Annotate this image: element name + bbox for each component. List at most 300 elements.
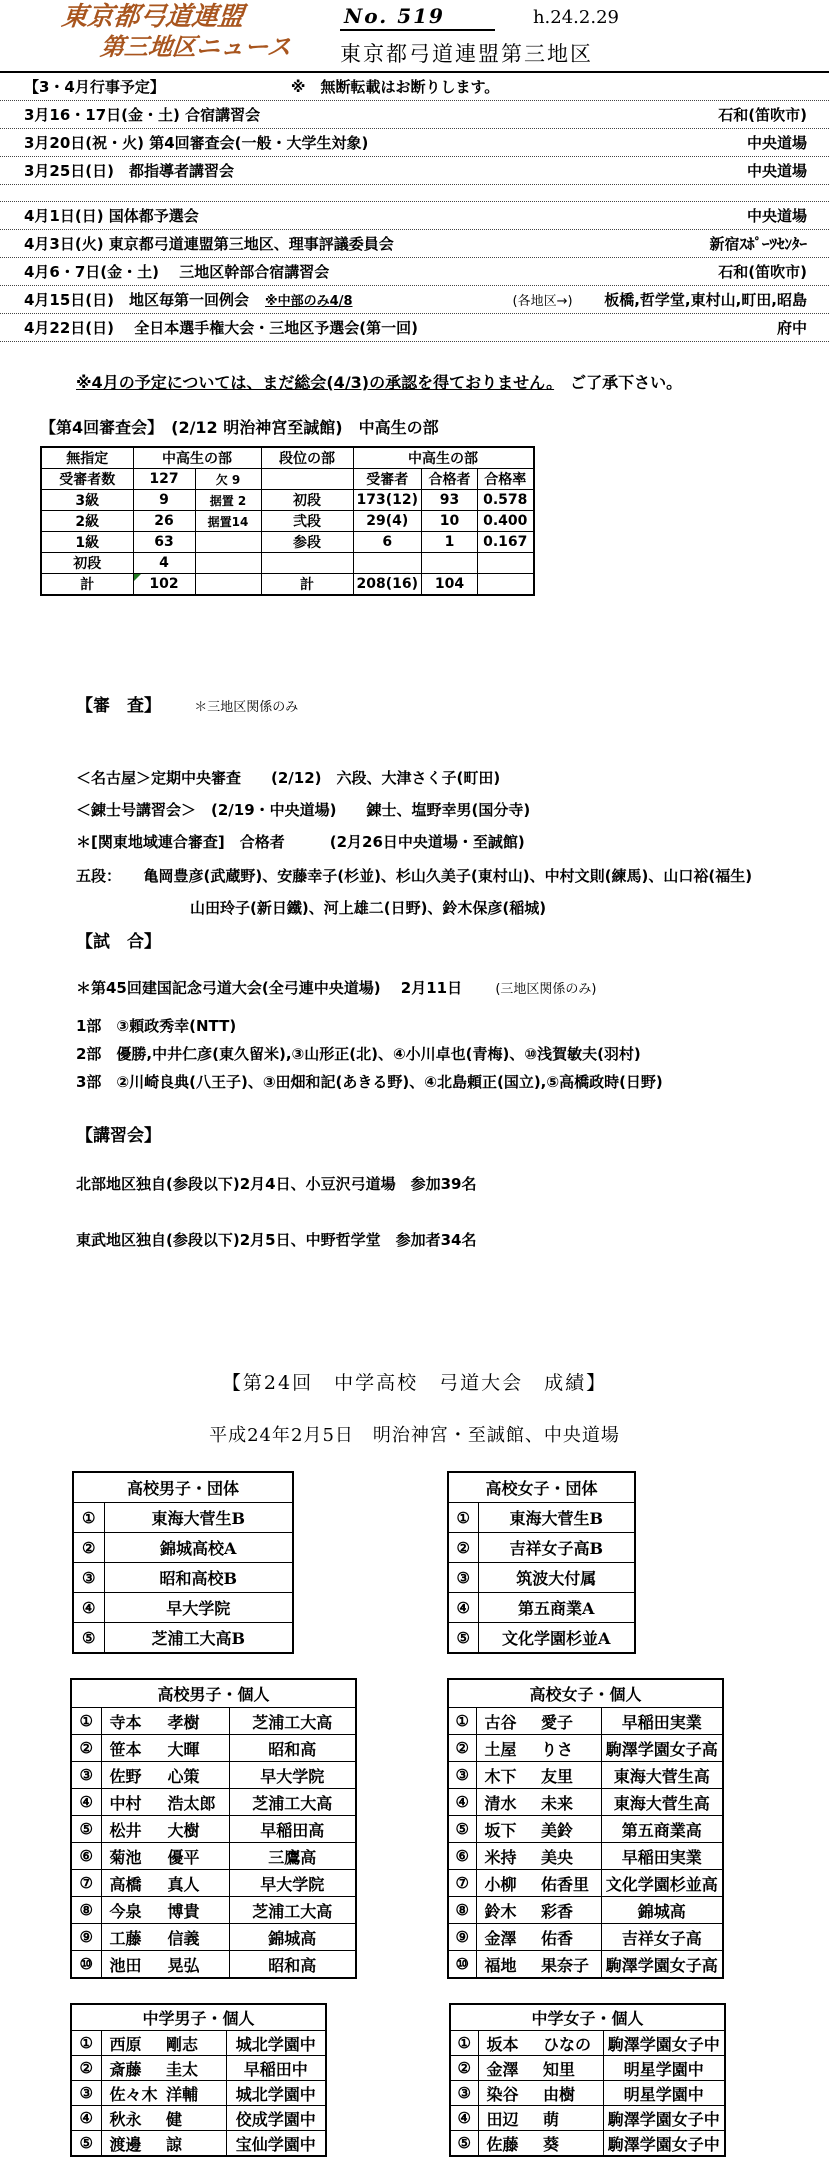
school: 早稲田高	[229, 1816, 356, 1843]
schedule-date-event: 3月20日(祝・火) 第4回審査会(一般・大学生対象)	[24, 134, 369, 152]
surname: 笹本	[109, 1739, 142, 1759]
surname: 工藤	[109, 1928, 142, 1948]
athlete-name	[101, 1843, 229, 1870]
given-name: 洋輔	[165, 2084, 198, 2104]
given-name: 美央	[540, 1847, 573, 1867]
surname: 木下	[484, 1766, 517, 1786]
given-name: 由樹	[542, 2084, 575, 2104]
athlete-name	[101, 1897, 229, 1924]
hs-girls-individual-table	[447, 1678, 724, 1979]
issue-row	[340, 4, 619, 31]
april-approval-note	[76, 370, 829, 393]
dan-passed: 10	[422, 511, 478, 532]
school: 文化学園杉並A	[478, 1623, 635, 1654]
athlete-name	[476, 1708, 601, 1735]
schedule-section	[0, 71, 829, 342]
athlete-name	[101, 1816, 229, 1843]
rank: ⑥	[448, 1843, 476, 1870]
individual-row	[448, 1924, 723, 1951]
no-reprint-notice: ※ 無断転載はお断りします。	[290, 78, 500, 96]
hs-individual-tables-row	[0, 1678, 829, 1979]
table-title: 高校女子・団体	[448, 1472, 635, 1503]
grade: 3級	[41, 490, 133, 511]
dan-rate: 0.400	[478, 511, 534, 532]
rank: ⑤	[71, 1816, 101, 1843]
grade-note	[195, 553, 261, 574]
given-name: ひなの	[542, 2034, 591, 2054]
sub-jushinshasu: 受審者数	[41, 469, 133, 490]
individual-row	[71, 2031, 326, 2056]
exam-section-heading: 【第4回審査会】 (2/12 明治神宮至誠館) 中高生の部	[40, 418, 439, 437]
dan-rate: 0.167	[478, 532, 534, 553]
nagoya-exam-line: ＜名古屋＞定期中央審査 (2/12) 六段、大津さく子(町田)	[76, 769, 501, 787]
rank: ⑧	[71, 1897, 101, 1924]
exam-header-row	[41, 447, 534, 469]
individual-row	[448, 1735, 723, 1762]
surname: 松井	[109, 1820, 142, 1840]
total-count	[133, 574, 195, 596]
schedule-place: 中央道場	[746, 134, 807, 152]
total-label: 計	[41, 574, 133, 596]
team-row	[73, 1533, 293, 1563]
schedule-date-event: 4月3日(火) 東京都弓道連盟第三地区、理事評議委員会	[24, 235, 394, 253]
school: 早大学院	[229, 1762, 356, 1789]
schedule-date-event: 4月22日(日) 全日本選手権大会・三地区予選会(第一回)	[24, 319, 418, 337]
division2-results: 2部 優勝,中井仁彦(東久留米),③山形正(北)、④小川卓也(青梅)、⑩浅賀敏夫(羽村)	[76, 1045, 641, 1063]
given-name: 大樹	[167, 1820, 200, 1840]
individual-row	[71, 2056, 326, 2081]
masthead-right	[340, 3, 619, 68]
exam-data-row	[41, 532, 534, 553]
individual-row	[71, 1870, 356, 1897]
shiai-heading: 【試 合】	[76, 932, 161, 952]
given-name: 博貴	[167, 1901, 200, 1921]
schedule-place: 石和(笛吹市)	[718, 106, 807, 124]
jhs-boys-individual-table	[70, 2003, 327, 2157]
given-name: 諒	[165, 2134, 182, 2154]
school: 早稲田実業	[601, 1843, 723, 1870]
exam-data-row	[41, 511, 534, 532]
given-name: 圭太	[165, 2059, 198, 2079]
surname: 佐々木	[109, 2084, 158, 2104]
surname: 清水	[484, 1793, 517, 1813]
exam-results-table	[40, 446, 535, 596]
tournament-title: 【第24回 中学高校 弓道大会 成績】	[221, 1372, 608, 1394]
rank: ①	[448, 1503, 478, 1533]
surname: 菊池	[109, 1847, 142, 1867]
athlete-name	[101, 2106, 226, 2131]
rank: ⑦	[448, 1870, 476, 1897]
given-name: りさ	[540, 1739, 573, 1759]
surname: 中村	[109, 1793, 142, 1813]
table-title: 高校男子・個人	[71, 1679, 356, 1708]
schedule-heading-row	[0, 73, 829, 101]
newsletter-title-line1: 東京都弓道連盟	[59, 2, 246, 32]
rank: ③	[450, 2081, 478, 2106]
individual-row	[448, 1708, 723, 1735]
school: 駒澤学園女子高	[601, 1735, 723, 1762]
sub-empty	[261, 469, 353, 490]
grade: 2級	[41, 511, 133, 532]
athlete-name	[476, 1870, 601, 1897]
rank: ⑦	[71, 1870, 101, 1897]
rank: ①	[73, 1503, 104, 1533]
individual-row	[71, 1735, 356, 1762]
individual-row	[71, 1789, 356, 1816]
newsletter-title	[57, 3, 343, 60]
schedule-rows	[0, 101, 829, 342]
school: 芝浦工大高	[229, 1897, 356, 1924]
kanto-exam-line: ＊[関東地域連合審査] 合格者 (2月26日中央道場・至誠館)	[76, 833, 525, 851]
shinsa-heading-line	[76, 696, 829, 718]
rank: ④	[448, 1789, 476, 1816]
surname: 今泉	[109, 1901, 142, 1921]
athlete-name	[101, 1951, 229, 1979]
schedule-place: 中央道場	[746, 207, 807, 225]
rank: ②	[71, 1735, 101, 1762]
school: 早大学院	[229, 1870, 356, 1897]
individual-row	[71, 2131, 326, 2157]
dan-applicants: 6	[353, 532, 422, 553]
rank: ⑩	[71, 1951, 101, 1979]
rank: ③	[448, 1563, 478, 1593]
school: 筑波大付属	[478, 1563, 635, 1593]
schedule-heading: 【3・4月行事予定】	[24, 78, 165, 96]
individual-row	[71, 1762, 356, 1789]
april-note-underlined: ※4月の予定については、まだ総会(4/3)の承認を得ておりません。	[76, 373, 555, 392]
surname: 米持	[484, 1847, 517, 1867]
hokubu-course-line: 北部地区独自(参段以下)2月4日、小豆沢弓道場 参加39名	[76, 1175, 477, 1193]
col-chukosei-1: 中高生の部	[133, 447, 261, 469]
surname: 池田	[109, 1955, 142, 1975]
sub-jushinsha: 受審者	[353, 469, 422, 490]
rank: ⑨	[448, 1924, 476, 1951]
total-count-value: 102	[149, 576, 179, 592]
rank: ⑤	[450, 2131, 478, 2157]
exam-subheader-row	[41, 469, 534, 490]
rank: ①	[71, 2031, 101, 2056]
schedule-place: 新宿ｽﾎﾟｰﾂｾﾝﾀｰ	[709, 235, 807, 253]
individual-row	[71, 2081, 326, 2106]
team-row	[448, 1503, 635, 1533]
dan	[261, 553, 353, 574]
individual-row	[450, 2081, 725, 2106]
school: 佼成学園中	[226, 2106, 326, 2131]
given-name: 心策	[167, 1766, 200, 1786]
dan-passed	[422, 553, 478, 574]
sub-gokakusha: 合格者	[422, 469, 478, 490]
dan: 弐段	[261, 511, 353, 532]
schedule-row	[0, 202, 829, 230]
surname: 渡邊	[109, 2134, 142, 2154]
school: 第五商業A	[478, 1593, 635, 1623]
athlete-name	[101, 1762, 229, 1789]
athlete-name	[476, 1789, 601, 1816]
athlete-name	[101, 2031, 226, 2056]
shinsa-note: ＊三地区関係のみ	[194, 700, 299, 715]
dan: 参段	[261, 532, 353, 553]
division1-results: 1部 ③頼政秀幸(NTT)	[76, 1017, 237, 1035]
athlete-name	[101, 1735, 229, 1762]
individual-row	[450, 2106, 725, 2131]
issue-date: h.24.2.29	[532, 7, 619, 28]
team-row	[73, 1503, 293, 1533]
schedule-row	[0, 258, 829, 286]
athlete-name	[476, 1843, 601, 1870]
schedule-row	[0, 314, 829, 342]
schedule-date-event: 3月16・17日(金・土) 合宿講習会	[24, 106, 261, 124]
school: 駒澤学園女子高	[601, 1951, 723, 1979]
newsletter-title-line2: 第三地区ニュース	[98, 31, 293, 61]
school: 早稲田実業	[601, 1708, 723, 1735]
rank: ①	[71, 1708, 101, 1735]
surname: 佐藤	[486, 2134, 519, 2154]
athlete-name	[101, 1789, 229, 1816]
schedule-date-event: 4月6・7日(金・土) 三地区幹部合宿講習会	[24, 263, 330, 281]
schedule-row	[0, 230, 829, 258]
school: 駒澤学園女子中	[603, 2131, 725, 2157]
school: 駒澤学園女子中	[603, 2106, 725, 2131]
grade-count: 26	[133, 511, 195, 532]
surname: 高橋	[109, 1874, 142, 1894]
rank: ⑨	[71, 1924, 101, 1951]
exam-data-row	[41, 553, 534, 574]
schedule-date-event: 3月25日(日) 都指導者講習会	[24, 162, 235, 180]
school: 明星学園中	[603, 2056, 725, 2081]
sub-gokakuritsu: 合格率	[478, 469, 534, 490]
masthead	[0, 0, 829, 65]
school: 昭和高	[229, 1951, 356, 1979]
dan: 初段	[261, 490, 353, 511]
grade-note: 据置 2	[195, 490, 261, 511]
rank: ④	[448, 1593, 478, 1623]
jhs-girls-individual-table	[449, 2003, 726, 2157]
given-name: 優平	[167, 1847, 200, 1867]
schedule-date-event: 4月1日(日) 国体都予選会	[24, 207, 199, 225]
grade-note: 据置14	[195, 511, 261, 532]
given-name: 葵	[542, 2134, 559, 2154]
school: 東海大菅生B	[104, 1503, 293, 1533]
rank: ⑤	[448, 1816, 476, 1843]
kenkoku-taikai-text: ＊第45回建国記念弓道大会(全弓連中央道場) 2月11日	[76, 979, 463, 997]
school: 芝浦工大高	[229, 1789, 356, 1816]
given-name: 健	[165, 2109, 182, 2129]
shinsa-heading: 【審 査】	[76, 696, 161, 716]
school: 早稲田中	[226, 2056, 326, 2081]
schedule-place: 石和(笛吹市)	[718, 263, 807, 281]
rank: ⑥	[71, 1843, 101, 1870]
rank: ④	[450, 2106, 478, 2131]
athlete-name	[476, 1951, 601, 1979]
school: 駒澤学園女子中	[603, 2031, 725, 2056]
total-passed: 104	[422, 574, 478, 596]
school: 第五商業高	[601, 1816, 723, 1843]
schedule-row	[0, 129, 829, 157]
team-row	[448, 1593, 635, 1623]
koshukai-heading: 【講習会】	[76, 1126, 161, 1146]
given-name: 萌	[542, 2109, 559, 2129]
individual-row	[448, 1816, 723, 1843]
athlete-name	[101, 1924, 229, 1951]
surname: 佐野	[109, 1766, 142, 1786]
surname: 染谷	[486, 2084, 519, 2104]
rank: ④	[71, 1789, 101, 1816]
godan-passers-line1: 五段： 亀岡豊彦(武蔵野)、安藤幸子(杉並)、杉山久美子(東村山)、中村文則(練馬)、山口裕(福生)	[76, 867, 753, 885]
school: 城北学園中	[226, 2081, 326, 2106]
given-name: 大暉	[167, 1739, 200, 1759]
schedule-row	[0, 286, 829, 314]
dan-applicants	[353, 553, 422, 574]
shiai-heading-line	[76, 932, 829, 952]
team-row	[448, 1533, 635, 1563]
table-title: 高校男子・団体	[73, 1472, 293, 1503]
surname: 寺本	[109, 1712, 142, 1732]
hs-boys-team-table	[72, 1471, 294, 1654]
individual-row	[448, 1843, 723, 1870]
schedule-row	[0, 185, 829, 202]
total-dan-label: 計	[261, 574, 353, 596]
athlete-name	[101, 1708, 229, 1735]
rank: ②	[448, 1735, 476, 1762]
school: 明星学園中	[603, 2081, 725, 2106]
total-applicants: 208(16)	[353, 574, 422, 596]
rank: ②	[450, 2056, 478, 2081]
schedule-place: 府中	[776, 319, 807, 337]
school: 昭和高	[229, 1735, 356, 1762]
rank: ②	[448, 1533, 478, 1563]
col-mushitei: 無指定	[41, 447, 133, 469]
school: 東海大菅生高	[601, 1762, 723, 1789]
school: 早大学院	[104, 1593, 293, 1623]
rank: ⑧	[448, 1897, 476, 1924]
individual-row	[450, 2056, 725, 2081]
given-name: 浩太郎	[167, 1793, 216, 1813]
division3-results: 3部 ②川崎良典(八王子)、③田畑和記(あきる野)、④北島頼正(国立),⑤高橋政時(日野)	[76, 1073, 663, 1091]
school: 芝浦工大高B	[104, 1623, 293, 1654]
grade-count: 4	[133, 553, 195, 574]
sub-count: 127	[133, 469, 195, 490]
individual-row	[71, 2106, 326, 2131]
athlete-name	[476, 1735, 601, 1762]
kenkoku-taikai-note: (三地区関係のみ)	[495, 982, 597, 997]
grade: 1級	[41, 532, 133, 553]
renshi-course-line: ＜錬士号講習会＞ (2/19・中央道場) 錬士、塩野幸男(国分寺)	[76, 801, 531, 819]
schedule-row	[0, 101, 829, 129]
tobu-course-line: 東武地区独自(参段以下)2月5日、中野哲学堂 参加者34名	[76, 1231, 477, 1249]
team-row	[73, 1623, 293, 1654]
col-dani: 段位の部	[261, 447, 353, 469]
grade-count: 63	[133, 532, 195, 553]
surname: 斎藤	[109, 2059, 142, 2079]
athlete-name	[478, 2081, 603, 2106]
april-note-rest: ご了承下さい。	[554, 373, 683, 392]
given-name: 果奈子	[540, 1955, 589, 1975]
team-row	[73, 1593, 293, 1623]
surname: 坂下	[484, 1820, 517, 1840]
athlete-name	[478, 2031, 603, 2056]
rank: ①	[448, 1708, 476, 1735]
individual-row	[448, 1897, 723, 1924]
athlete-name	[101, 2056, 226, 2081]
tournament-date-place: 平成24年2月5日 明治神宮・至誠館、中央道場	[209, 1425, 620, 1446]
schedule-note: ※中部のみ4/8	[265, 294, 353, 309]
rank: ③	[71, 1762, 101, 1789]
surname: 土屋	[484, 1739, 517, 1759]
organization-name: 東京都弓道連盟第三地区	[340, 42, 593, 66]
rank: ⑩	[448, 1951, 476, 1979]
given-name: 未来	[540, 1793, 573, 1813]
given-name: 愛子	[540, 1712, 573, 1732]
dan-passed: 93	[422, 490, 478, 511]
total-rate-empty	[478, 574, 534, 596]
rank: ①	[450, 2031, 478, 2056]
kenkoku-taikai-line	[76, 978, 829, 1000]
individual-row	[448, 1951, 723, 1979]
rank: ④	[71, 2106, 101, 2131]
surname: 坂本	[486, 2034, 519, 2054]
hs-girls-team-table	[447, 1471, 636, 1654]
athlete-name	[476, 1924, 601, 1951]
rank: ⑤	[71, 2131, 101, 2157]
individual-row	[71, 1816, 356, 1843]
given-name: 友里	[540, 1766, 573, 1786]
individual-row	[448, 1789, 723, 1816]
hs-boys-individual-table	[70, 1678, 357, 1979]
school: 芝浦工大高	[229, 1708, 356, 1735]
rank: ③	[73, 1563, 104, 1593]
school: 宝仙学園中	[226, 2131, 326, 2157]
surname: 西原	[109, 2034, 142, 2054]
surname: 金澤	[486, 2059, 519, 2079]
dan-applicants: 173(12)	[353, 490, 422, 511]
dan-rate	[478, 553, 534, 574]
surname: 古谷	[484, 1712, 517, 1732]
school: 吉祥女子高B	[478, 1533, 635, 1563]
school: 錦城高	[229, 1924, 356, 1951]
surname: 秋永	[109, 2109, 142, 2129]
team-row	[448, 1623, 635, 1654]
athlete-name	[478, 2106, 603, 2131]
individual-row	[450, 2031, 725, 2056]
surname: 金澤	[484, 1928, 517, 1948]
given-name: 彩香	[540, 1901, 573, 1921]
exam-data-row	[41, 490, 534, 511]
school: 吉祥女子高	[601, 1924, 723, 1951]
table-title: 中学女子・個人	[450, 2004, 725, 2031]
team-tables-row	[0, 1471, 829, 1654]
given-name: 孝樹	[167, 1712, 200, 1732]
schedule-place: 中央道場	[746, 162, 807, 180]
given-name: 佑香里	[540, 1874, 589, 1894]
table-title: 中学男子・個人	[71, 2004, 326, 2031]
schedule-paren-note: (各地区→)	[512, 294, 573, 309]
grade-note	[195, 532, 261, 553]
athlete-name	[476, 1897, 601, 1924]
school: 城北学園中	[226, 2031, 326, 2056]
individual-row	[71, 1708, 356, 1735]
schedule-date-event: 4月15日(日) 地区毎第一回例会	[24, 291, 250, 309]
individual-row	[71, 1951, 356, 1979]
koshukai-heading-line	[76, 1126, 829, 1146]
dan-applicants: 29(4)	[353, 511, 422, 532]
school: 昭和高校B	[104, 1563, 293, 1593]
comment-marker-triangle	[134, 574, 141, 581]
individual-row	[71, 1924, 356, 1951]
rank: ⑤	[73, 1623, 104, 1654]
surname: 鈴木	[484, 1901, 517, 1921]
rank: ②	[73, 1533, 104, 1563]
issue-number: No. 519	[340, 4, 495, 31]
